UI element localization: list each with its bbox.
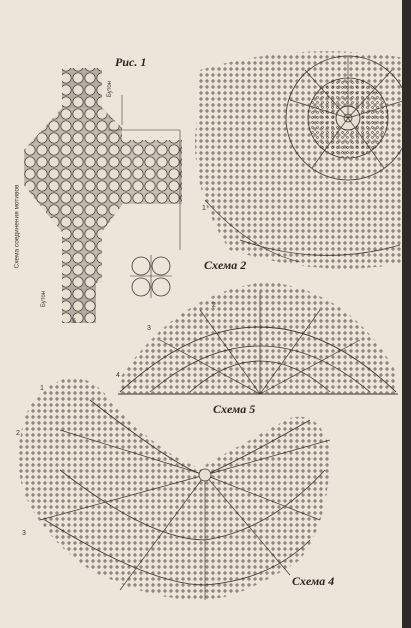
row-marker: 1 <box>40 385 44 392</box>
row-marker: 2 <box>212 302 216 309</box>
scheme-4-diagram <box>18 378 330 600</box>
figure-1-side-caption: Схема соединения мотивов <box>13 184 21 269</box>
scheme-4-label: Схема 4 <box>292 574 335 588</box>
figure-1-label: Рис. 1 <box>115 55 147 69</box>
scheme-5-label: Схема 5 <box>213 402 256 416</box>
row-marker: 4 <box>116 372 120 379</box>
scheme-2-diagram <box>195 51 410 269</box>
figure-1-layout <box>24 68 182 323</box>
figure-1-label-bottom: Бутон <box>41 290 48 308</box>
figure-1-label-top: Бутон <box>107 80 114 98</box>
row-marker: 2 <box>16 430 20 437</box>
row-marker: 3 <box>22 530 26 537</box>
scheme-2-label: Схема 2 <box>204 258 247 272</box>
page-edge <box>402 0 411 628</box>
scheme-5-diagram <box>118 282 398 394</box>
row-marker: 3 <box>147 325 151 332</box>
row-marker: 1 <box>202 205 206 212</box>
row-marker: 5 <box>72 318 76 325</box>
